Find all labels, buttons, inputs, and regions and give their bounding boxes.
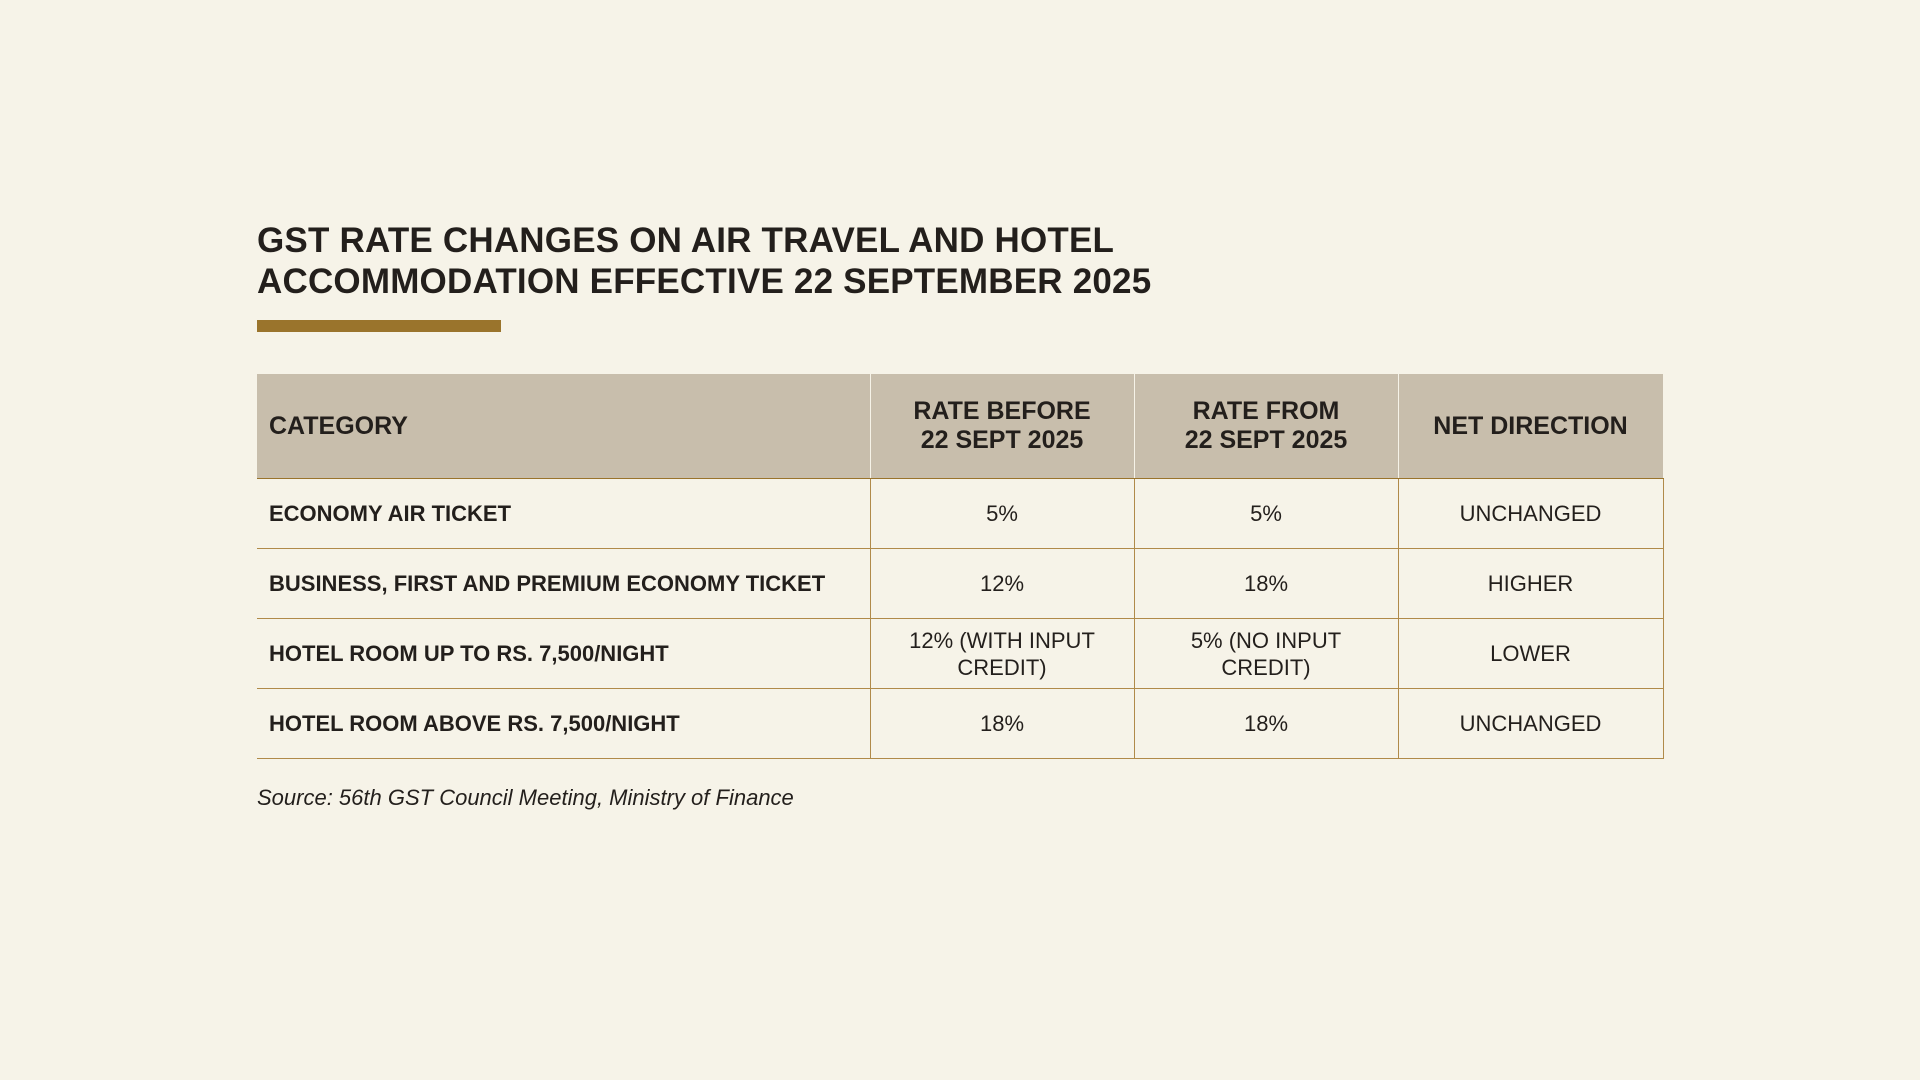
table-header-row: [257, 374, 1663, 479]
cell-category: ECONOMY AIR TICKET: [257, 479, 870, 549]
header-net-direction: NET DIRECTION: [1398, 374, 1663, 479]
cell-net-direction: UNCHANGED: [1398, 689, 1663, 759]
cell-rate-before: 18%: [870, 689, 1134, 759]
table-row: [257, 549, 1663, 619]
title-line-1: GST RATE CHANGES ON AIR TRAVEL AND HOTEL: [257, 221, 1115, 260]
cell-category: HOTEL ROOM ABOVE RS. 7,500/NIGHT: [257, 689, 870, 759]
cell-rate-before: 12% (WITH INPUT CREDIT): [870, 619, 1134, 689]
gst-rate-table: [257, 373, 1664, 759]
table-row: [257, 689, 1663, 759]
header-category: CATEGORY: [257, 374, 870, 479]
title-line-2: ACCOMMODATION EFFECTIVE 22 SEPTEMBER 2025: [257, 262, 1152, 301]
header-rate-from-line1: RATE FROM: [1192, 397, 1340, 425]
cell-net-direction: UNCHANGED: [1398, 479, 1663, 549]
document-content: [257, 220, 1663, 811]
header-rate-before: [870, 374, 1134, 479]
title-accent-bar: [257, 320, 501, 332]
cell-rate-from: 18%: [1134, 549, 1398, 619]
table-row: [257, 619, 1663, 689]
header-rate-before-line2: 22 SEPT 2025: [920, 426, 1084, 454]
header-rate-from: [1134, 374, 1398, 479]
page-title: [257, 220, 1257, 302]
header-rate-from-line2: 22 SEPT 2025: [1184, 426, 1348, 454]
cell-category: HOTEL ROOM UP TO RS. 7,500/NIGHT: [257, 619, 870, 689]
table-row: [257, 479, 1663, 549]
cell-rate-before: 12%: [870, 549, 1134, 619]
header-rate-before-line1: RATE BEFORE: [913, 397, 1091, 425]
cell-category: BUSINESS, FIRST AND PREMIUM ECONOMY TICKET: [257, 549, 870, 619]
source-note: Source: 56th GST Council Meeting, Ministry of Finance: [257, 785, 794, 810]
cell-rate-from: 5% (NO INPUT CREDIT): [1134, 619, 1398, 689]
cell-net-direction: LOWER: [1398, 619, 1663, 689]
cell-net-direction: HIGHER: [1398, 549, 1663, 619]
cell-rate-from: 18%: [1134, 689, 1398, 759]
cell-rate-from: 5%: [1134, 479, 1398, 549]
cell-rate-before: 5%: [870, 479, 1134, 549]
